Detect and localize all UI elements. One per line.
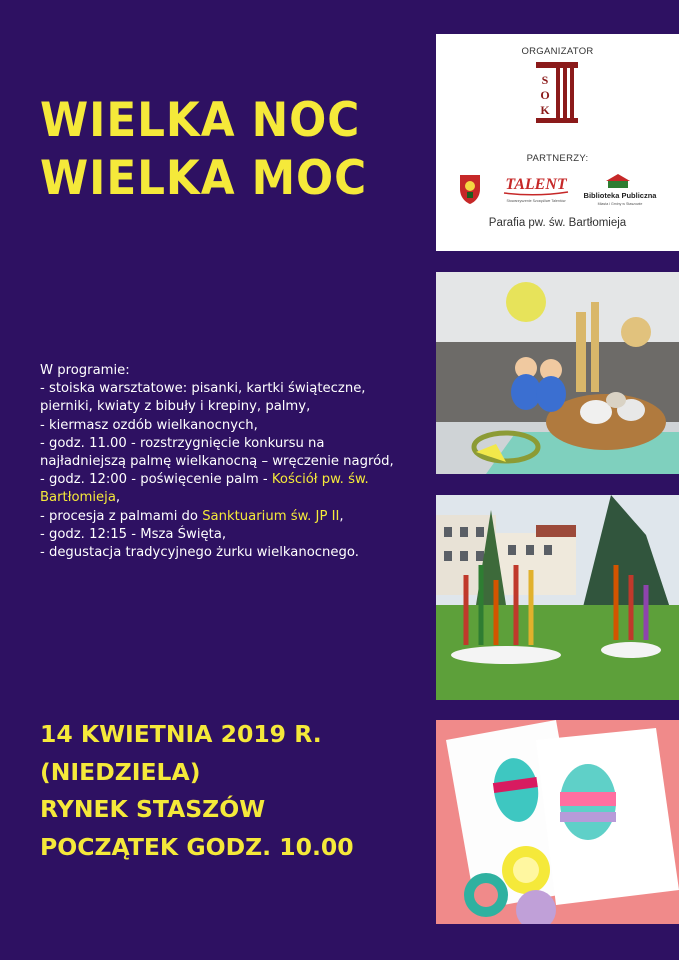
talent-logo-icon	[504, 176, 568, 203]
event-info	[40, 716, 420, 866]
program-item: - degustacja tradycyjnego żurku wielkanocnego.	[40, 545, 359, 561]
sanctuary-highlight: Sanktuarium św. JP II	[202, 508, 340, 524]
program-section	[40, 362, 410, 562]
title-line-2: WIELKA MOC	[40, 151, 368, 206]
egg-cards-photo	[436, 720, 679, 924]
palms-square-photo	[436, 495, 679, 700]
organizers-box	[436, 34, 679, 251]
biblioteka-logo-icon	[584, 174, 658, 206]
program-heading: W programie:	[40, 363, 130, 378]
sok-logo-icon	[534, 60, 580, 124]
title-line-1: WIELKA NOC	[40, 93, 361, 148]
church-highlight: Kościół pw. św. Bartłomieja	[40, 472, 369, 506]
svg-text:O: O	[540, 88, 550, 102]
organizer-label: ORGANIZATOR	[521, 46, 594, 57]
program-item: - stoiska warsztatowe: pisanki, kartki świąteczne, pierniki, kwiaty z bibuły i krepiny, palmy,	[40, 381, 366, 415]
staszow-coat-of-arms-icon	[460, 175, 480, 204]
parish-partner: Parafia pw. św. Bartłomieja	[488, 217, 627, 229]
event-place: RYNEK STASZÓW	[40, 795, 266, 823]
partner-logos	[436, 171, 679, 207]
partners-label: PARTNERZY:	[526, 153, 589, 164]
event-start: POCZĄTEK GODZ. 10.00	[40, 832, 354, 861]
svg-text:TALENT: TALENT	[505, 176, 567, 193]
program-item: - procesja z palmami do Sanktuarium św. JP II,	[40, 508, 344, 524]
svg-text:K: K	[540, 103, 550, 117]
svg-text:Miasta i Gminy w Staszowie: Miasta i Gminy w Staszowie	[597, 202, 643, 206]
easter-crafts-photo	[436, 272, 679, 474]
program-item: - kiermasz ozdób wielkanocnych,	[40, 417, 258, 433]
program-item: - godz. 12:00 - poświęcenie palm - Kościół pw. św. Bartłomieja,	[40, 472, 369, 506]
program-item: - godz. 11.00 - rozstrzygnięcie konkursu na najładniejszą palmę wielkanocną – wręczenie nagród,	[40, 435, 394, 470]
svg-text:Stowarzyszenie Szczęśliwe Tale: Stowarzyszenie Szczęśliwe Talentów	[506, 199, 566, 203]
svg-text:S: S	[541, 73, 549, 87]
event-day: (NIEDZIELA)	[40, 757, 201, 786]
svg-text:Biblioteka Publiczna: Biblioteka Publiczna	[583, 191, 657, 200]
event-date: 14 KWIETNIA 2019 R.	[40, 720, 322, 748]
program-item: - godz. 12:15 - Msza Święta,	[40, 526, 227, 542]
poster-title	[40, 92, 393, 208]
